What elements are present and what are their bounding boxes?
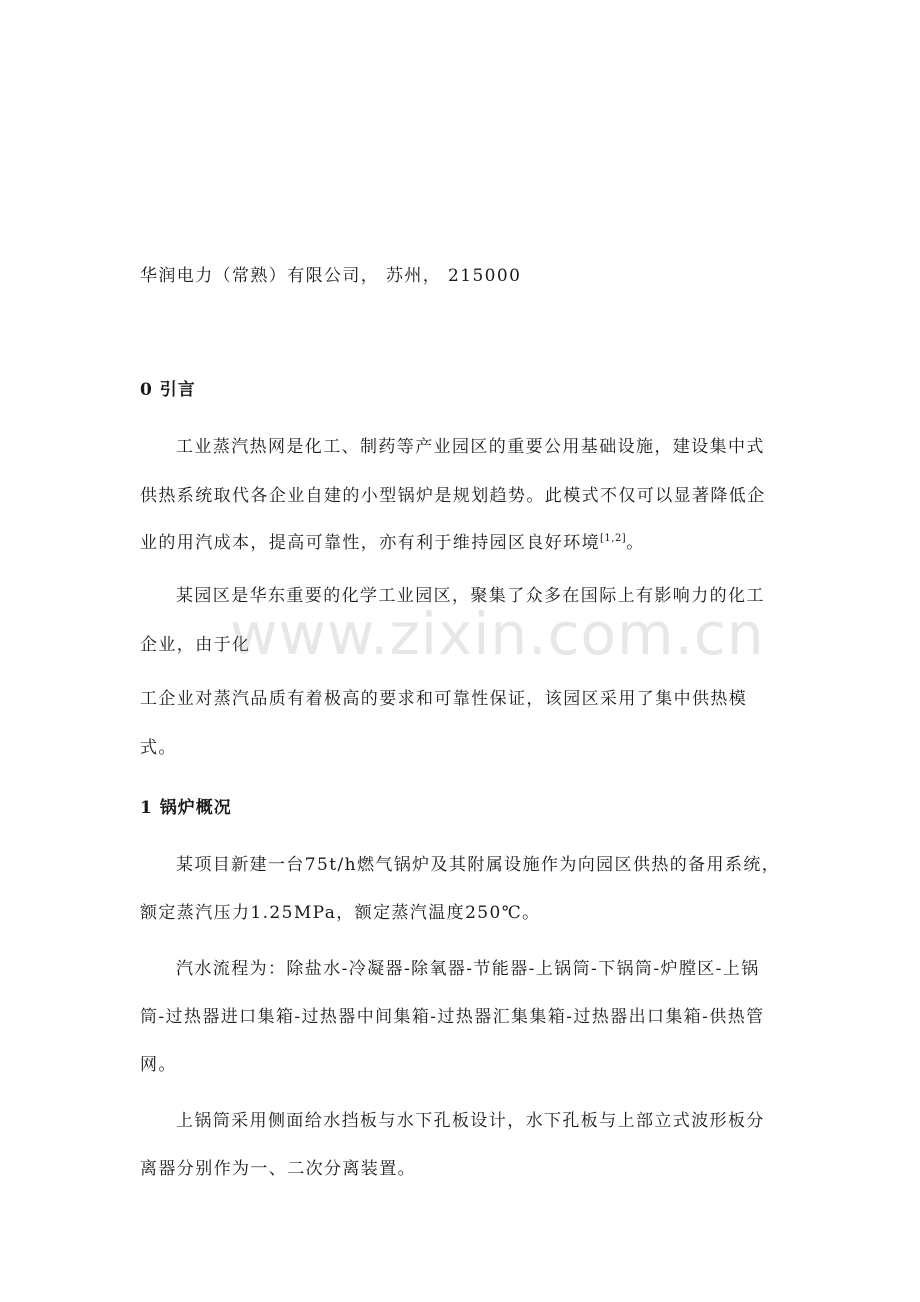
boiler-paragraph-1-line-1: 某项目新建一台75t/h燃气锅炉及其附属设施作为向园区供热的备用系统， (176, 855, 781, 875)
affiliation-line: 华润电力（常熟）有限公司， 苏州， 215000 (140, 266, 522, 286)
intro-paragraph-1-line-1: 工业蒸汽热网是化工、制药等产业园区的重要公用基础设施，建设集中式 (176, 437, 765, 457)
intro-paragraph-2-line-2: 企业，由于化 (140, 635, 251, 655)
watermark-text: www.zixin.com.cn (230, 600, 765, 668)
citation-ref: [1,2] (600, 533, 627, 544)
boiler-paragraph-3-line-1: 上锅筒采用侧面给水挡板与水下孔板设计，水下孔板与上部立式波形板分 (176, 1111, 765, 1131)
intro-paragraph-1-line-2: 供热系统取代各企业自建的小型锅炉是规划趋势。此模式不仅可以显著降低企 (140, 486, 766, 506)
boiler-paragraph-3-line-2: 离器分别作为一、二次分离装置。 (140, 1159, 416, 1179)
intro-paragraph-1-end: 。 (626, 533, 645, 553)
intro-paragraph-1-line-3-text: 业的用汽成本，提高可靠性，亦有利于维持园区良好环境 (140, 533, 600, 553)
boiler-paragraph-2-line-2: 筒-过热器进口集箱-过热器中间集箱-过热器汇集集箱-过热器出口集箱-供热管 (140, 1007, 765, 1027)
intro-paragraph-1-line-3 (140, 533, 645, 553)
boiler-paragraph-2-line-3: 网。 (140, 1055, 177, 1075)
intro-paragraph-2-line-1: 某园区是华东重要的化学工业园区，聚集了众多在国际上有影响力的化工 (176, 586, 765, 606)
intro-paragraph-2-line-4: 式。 (140, 738, 177, 758)
section-0-heading: 0 引言 (140, 380, 196, 400)
section-1-heading: 1 锅炉概况 (140, 798, 232, 818)
boiler-paragraph-2-line-1: 汽水流程为：除盐水-冷凝器-除氧器-节能器-上锅筒-下锅筒-炉膛区-上锅 (176, 959, 760, 979)
boiler-paragraph-1-line-2: 额定蒸汽压力1.25MPa，额定蒸汽温度250℃。 (140, 903, 541, 923)
intro-paragraph-2-line-3: 工企业对蒸汽品质有着极高的要求和可靠性保证，该园区采用了集中供热模 (140, 689, 748, 709)
